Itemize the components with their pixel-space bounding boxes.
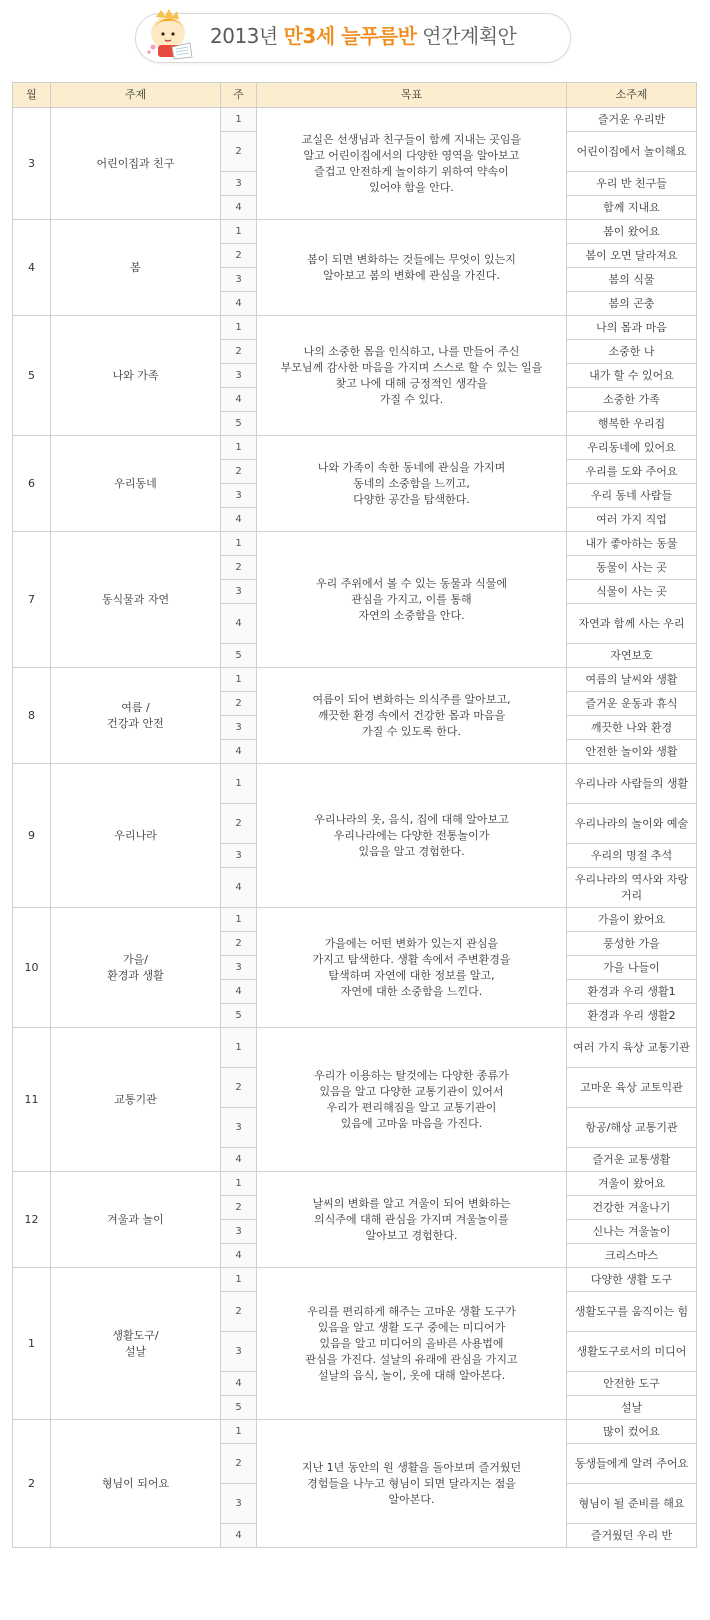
goal-line: 지난 1년 동안의 원 생활을 돌아보며 즐거웠던 — [301, 1460, 522, 1474]
goal-line: 가지고 탐색한다. 생활 속에서 주변환경을 — [312, 952, 511, 966]
goal-line: 가을에는 어떤 변화가 있는지 관심을 — [324, 936, 499, 950]
goal-line: 탐색하며 자연에 대한 정보를 알고, — [328, 968, 495, 982]
goal-line: 있음을 알고 다양한 교통기관이 있어서 — [319, 1084, 504, 1098]
goal-line: 날씨의 변화를 알고 겨울이 되어 변화하는 — [312, 1196, 511, 1210]
subtheme-cell: 건강한 겨울나기 — [567, 1196, 697, 1220]
theme-line: 설날 — [124, 1344, 147, 1358]
week-number: 1 — [221, 220, 257, 244]
month-cell: 4 — [13, 220, 51, 316]
week-number: 1 — [221, 1268, 257, 1292]
theme-line: 여름 / — [121, 700, 150, 714]
subtheme-cell: 여러 가지 육상 교통기관 — [567, 1028, 697, 1068]
month-cell: 1 — [13, 1268, 51, 1420]
goal-line: 자연에 대한 소중함을 느낀다. — [340, 984, 483, 998]
goal-line: 우리를 편리하게 해주는 고마운 생활 도구가 — [307, 1304, 516, 1318]
table-row — [13, 1172, 697, 1196]
goal-cell — [257, 668, 567, 764]
goal-line: 부모님께 감사한 마음을 가지며 스스로 할 수 있는 일을 — [280, 360, 543, 374]
week-number: 1 — [221, 1028, 257, 1068]
month-cell: 2 — [13, 1420, 51, 1548]
goal-line: 알아본다. — [388, 1492, 435, 1506]
theme-cell — [51, 668, 221, 764]
subtheme-cell: 환경과 우리 생활2 — [567, 1004, 697, 1028]
table-row — [13, 1268, 697, 1292]
week-number: 1 — [221, 316, 257, 340]
week-number: 2 — [221, 1292, 257, 1332]
goal-line: 즐겁고 안전하게 놀이하기 위하여 약속이 — [314, 164, 509, 178]
theme-line: 생활도구/ — [112, 1328, 159, 1342]
subtheme-cell: 여러 가지 직업 — [567, 508, 697, 532]
week-number: 5 — [221, 1396, 257, 1420]
subtheme-cell: 다양한 생활 도구 — [567, 1268, 697, 1292]
subtheme-cell: 봄이 왔어요 — [567, 220, 697, 244]
subtheme-cell: 형님이 될 준비를 해요 — [567, 1484, 697, 1524]
goal-line: 다양한 공간을 탐색한다. — [353, 492, 470, 506]
goal-cell — [257, 220, 567, 316]
theme-line: 형님이 되어요 — [101, 1476, 170, 1490]
subtheme-cell: 안전한 놀이와 생활 — [567, 740, 697, 764]
theme-line: 건강과 안전 — [107, 716, 164, 730]
page-title — [210, 22, 516, 50]
week-number: 3 — [221, 268, 257, 292]
subtheme-cell: 우리를 도와 주어요 — [567, 460, 697, 484]
week-number: 2 — [221, 932, 257, 956]
subtheme-cell: 행복한 우리집 — [567, 412, 697, 436]
child-reading-icon — [146, 7, 204, 62]
goal-line: 있어야 함을 안다. — [369, 180, 454, 194]
subtheme-cell: 크리스마스 — [567, 1244, 697, 1268]
table-row — [13, 764, 697, 804]
theme-cell — [51, 1028, 221, 1172]
subtheme-cell: 내가 좋아하는 동물 — [567, 532, 697, 556]
subtheme-cell: 생활도구로서의 미디어 — [567, 1332, 697, 1372]
goal-line: 있음에 고마움 마음을 가진다. — [340, 1116, 483, 1130]
table-row — [13, 316, 697, 340]
month-cell: 5 — [13, 316, 51, 436]
theme-line: 환경과 생활 — [107, 968, 164, 982]
goal-line: 가질 수 있도록 한다. — [362, 724, 461, 738]
week-number: 2 — [221, 244, 257, 268]
week-number: 5 — [221, 644, 257, 668]
month-cell: 12 — [13, 1172, 51, 1268]
week-number: 4 — [221, 388, 257, 412]
subtheme-cell: 우리나라의 역사와 자랑거리 — [567, 868, 697, 908]
week-number: 3 — [221, 956, 257, 980]
month-cell: 8 — [13, 668, 51, 764]
week-number: 4 — [221, 1524, 257, 1548]
goal-line: 찾고 나에 대해 긍정적인 생각을 — [335, 376, 488, 390]
goal-line: 여름이 되어 변화하는 의식주를 알아보고, — [312, 692, 511, 706]
subtheme-cell: 즐거웠던 우리 반 — [567, 1524, 697, 1548]
subtheme-cell: 소중한 나 — [567, 340, 697, 364]
title-plan: 연간계획안 — [416, 24, 517, 48]
title-year: 2013년 — [210, 24, 284, 48]
week-number: 1 — [221, 908, 257, 932]
title-class: 늘푸름반 — [334, 24, 417, 48]
week-number: 2 — [221, 1444, 257, 1484]
week-number: 3 — [221, 580, 257, 604]
week-number: 1 — [221, 764, 257, 804]
theme-cell — [51, 532, 221, 668]
subtheme-cell: 안전한 도구 — [567, 1372, 697, 1396]
week-number: 4 — [221, 196, 257, 220]
week-number: 2 — [221, 804, 257, 844]
subtheme-cell: 우리동네에 있어요 — [567, 436, 697, 460]
subtheme-cell: 자연과 함께 사는 우리 — [567, 604, 697, 644]
table-row — [13, 436, 697, 460]
theme-line: 어린이집과 친구 — [96, 156, 175, 170]
subtheme-cell: 가을이 왔어요 — [567, 908, 697, 932]
subtheme-cell: 가을 나들이 — [567, 956, 697, 980]
week-number: 2 — [221, 132, 257, 172]
month-cell: 7 — [13, 532, 51, 668]
week-number: 2 — [221, 1196, 257, 1220]
subtheme-cell: 봄의 곤충 — [567, 292, 697, 316]
subtheme-cell: 나의 몸과 마음 — [567, 316, 697, 340]
week-number: 4 — [221, 1244, 257, 1268]
goal-line: 알아보고 경험한다. — [365, 1228, 458, 1242]
goal-line: 관심을 가지고, 이를 통해 — [351, 592, 472, 606]
goal-line: 교실은 선생님과 친구들이 함께 지내는 곳임을 — [301, 132, 522, 146]
goal-line: 나와 가족이 속한 동네에 관심을 가지며 — [317, 460, 506, 474]
subtheme-cell: 고마운 육상 교토익관 — [567, 1068, 697, 1108]
goal-line: 가질 수 있다. — [379, 392, 444, 406]
header-week: 주 — [221, 83, 257, 108]
title-age: 만3세 — [283, 24, 335, 48]
theme-line: 가을/ — [123, 952, 148, 966]
goal-line: 설날의 음식, 놀이, 옷에 대해 알아본다. — [317, 1368, 506, 1382]
goal-line: 경험들을 나누고 형님이 되면 달라지는 점을 — [307, 1476, 516, 1490]
table-row — [13, 1420, 697, 1444]
subtheme-cell: 신나는 겨울놀이 — [567, 1220, 697, 1244]
week-number: 4 — [221, 980, 257, 1004]
subtheme-cell: 깨끗한 나와 환경 — [567, 716, 697, 740]
subtheme-cell: 자연보호 — [567, 644, 697, 668]
subtheme-cell: 함께 지내요 — [567, 196, 697, 220]
theme-line: 겨울과 놀이 — [107, 1212, 164, 1226]
theme-line: 우리나라 — [114, 828, 157, 842]
goal-line: 깨끗한 환경 속에서 건강한 몸과 마음을 — [317, 708, 506, 722]
subtheme-cell: 생활도구를 움직이는 힘 — [567, 1292, 697, 1332]
week-number: 1 — [221, 1420, 257, 1444]
header-goal: 목표 — [257, 83, 567, 108]
week-number: 3 — [221, 172, 257, 196]
month-cell: 11 — [13, 1028, 51, 1172]
theme-cell — [51, 108, 221, 220]
theme-line: 나와 가족 — [112, 368, 159, 382]
theme-line: 봄 — [130, 260, 141, 274]
goal-line: 나의 소중한 몸을 인식하고, 나를 만들어 주신 — [303, 344, 520, 358]
subtheme-cell: 많이 컸어요 — [567, 1420, 697, 1444]
subtheme-cell: 내가 할 수 있어요 — [567, 364, 697, 388]
subtheme-cell: 여름의 날씨와 생활 — [567, 668, 697, 692]
goal-cell — [257, 1172, 567, 1268]
theme-cell — [51, 764, 221, 908]
week-number: 4 — [221, 508, 257, 532]
week-number: 3 — [221, 1484, 257, 1524]
goal-line: 봄이 되면 변화하는 것들에는 무엇이 있는지 — [307, 252, 516, 266]
subtheme-cell: 봄이 오면 달라져요 — [567, 244, 697, 268]
goal-line: 있음을 알고 경험한다. — [358, 844, 465, 858]
week-number: 1 — [221, 532, 257, 556]
goal-line: 우리가 편리해짐을 알고 교통기관이 — [326, 1100, 497, 1114]
header-subtheme: 소주제 — [567, 83, 697, 108]
table-row — [13, 668, 697, 692]
goal-line: 의식주에 대해 관심을 가지며 겨울놀이를 — [314, 1212, 509, 1226]
goal-line: 우리나라의 옷, 음식, 집에 대해 알아보고 — [314, 812, 509, 826]
goal-line: 있음을 알고 미디어의 올바른 사용법에 — [319, 1336, 504, 1350]
subtheme-cell: 즐거운 우리반 — [567, 108, 697, 132]
theme-cell — [51, 1420, 221, 1548]
week-number: 5 — [221, 412, 257, 436]
goal-line: 우리나라에는 다양한 전통놀이가 — [333, 828, 490, 842]
subtheme-cell: 풍성한 가을 — [567, 932, 697, 956]
week-number: 4 — [221, 292, 257, 316]
week-number: 2 — [221, 692, 257, 716]
subtheme-cell: 우리나라의 놀이와 예술 — [567, 804, 697, 844]
week-number: 3 — [221, 1220, 257, 1244]
goal-line: 있음을 알고 생활 도구 중에는 미디어가 — [317, 1320, 506, 1334]
goal-line: 동네의 소중함을 느끼고, — [353, 476, 470, 490]
month-cell: 3 — [13, 108, 51, 220]
week-number: 2 — [221, 1068, 257, 1108]
goal-cell — [257, 436, 567, 532]
theme-cell — [51, 316, 221, 436]
goal-cell — [257, 908, 567, 1028]
goal-line: 우리가 이용하는 탈것에는 다양한 종류가 — [314, 1068, 509, 1082]
goal-cell — [257, 108, 567, 220]
goal-line: 자연의 소중함을 안다. — [358, 608, 465, 622]
table-row — [13, 1028, 697, 1068]
goal-line: 알고 어린이집에서의 다양한 영역을 알아보고 — [303, 148, 520, 162]
subtheme-cell: 겨울이 왔어요 — [567, 1172, 697, 1196]
subtheme-cell: 어린이집에서 놀이해요 — [567, 132, 697, 172]
goal-line: 관심을 가진다. 설날의 유래에 관심을 가지고 — [305, 1352, 518, 1366]
subtheme-cell: 설날 — [567, 1396, 697, 1420]
theme-cell — [51, 908, 221, 1028]
subtheme-cell: 즐거운 교통생활 — [567, 1148, 697, 1172]
theme-cell — [51, 220, 221, 316]
header-month: 월 — [13, 83, 51, 108]
week-number: 4 — [221, 868, 257, 908]
annual-plan-table — [12, 82, 697, 1548]
subtheme-cell: 즐거운 운동과 휴식 — [567, 692, 697, 716]
week-number: 3 — [221, 1108, 257, 1148]
subtheme-cell: 소중한 가족 — [567, 388, 697, 412]
month-cell: 10 — [13, 908, 51, 1028]
theme-cell — [51, 1172, 221, 1268]
week-number: 3 — [221, 364, 257, 388]
week-number: 1 — [221, 108, 257, 132]
subtheme-cell: 우리 반 친구들 — [567, 172, 697, 196]
week-number: 3 — [221, 484, 257, 508]
theme-line: 동식물과 자연 — [101, 592, 170, 606]
week-number: 2 — [221, 340, 257, 364]
goal-cell — [257, 316, 567, 436]
week-number: 1 — [221, 668, 257, 692]
table-row — [13, 108, 697, 132]
week-number: 4 — [221, 1372, 257, 1396]
month-cell: 9 — [13, 764, 51, 908]
goal-cell — [257, 1268, 567, 1420]
goal-cell — [257, 764, 567, 908]
subtheme-cell: 환경과 우리 생활1 — [567, 980, 697, 1004]
subtheme-cell: 항공/해상 교통기관 — [567, 1108, 697, 1148]
table-row — [13, 220, 697, 244]
subtheme-cell: 봄의 식물 — [567, 268, 697, 292]
week-number: 1 — [221, 1172, 257, 1196]
subtheme-cell: 우리나라 사람들의 생활 — [567, 764, 697, 804]
week-number: 3 — [221, 844, 257, 868]
month-cell: 6 — [13, 436, 51, 532]
week-number: 4 — [221, 604, 257, 644]
goal-cell — [257, 1420, 567, 1548]
subtheme-cell: 우리의 명절 추석 — [567, 844, 697, 868]
header-theme: 주제 — [51, 83, 221, 108]
week-number: 4 — [221, 740, 257, 764]
goal-cell — [257, 532, 567, 668]
week-number: 5 — [221, 1004, 257, 1028]
week-number: 4 — [221, 1148, 257, 1172]
goal-cell — [257, 1028, 567, 1172]
theme-cell — [51, 1268, 221, 1420]
table-row — [13, 532, 697, 556]
subtheme-cell: 동생들에게 알려 주어요 — [567, 1444, 697, 1484]
goal-line: 알아보고 봄의 변화에 관심을 가진다. — [323, 268, 500, 282]
week-number: 2 — [221, 460, 257, 484]
week-number: 2 — [221, 556, 257, 580]
subtheme-cell: 동물이 사는 곳 — [567, 556, 697, 580]
subtheme-cell: 우리 동네 사람들 — [567, 484, 697, 508]
week-number: 3 — [221, 1332, 257, 1372]
week-number: 3 — [221, 716, 257, 740]
table-header-row — [13, 83, 697, 108]
theme-line: 교통기관 — [114, 1092, 157, 1106]
week-number: 1 — [221, 436, 257, 460]
subtheme-cell: 식물이 사는 곳 — [567, 580, 697, 604]
theme-cell — [51, 436, 221, 532]
theme-line: 우리동네 — [114, 476, 157, 490]
table-row — [13, 908, 697, 932]
goal-line: 우리 주위에서 볼 수 있는 동물과 식물에 — [316, 576, 507, 590]
